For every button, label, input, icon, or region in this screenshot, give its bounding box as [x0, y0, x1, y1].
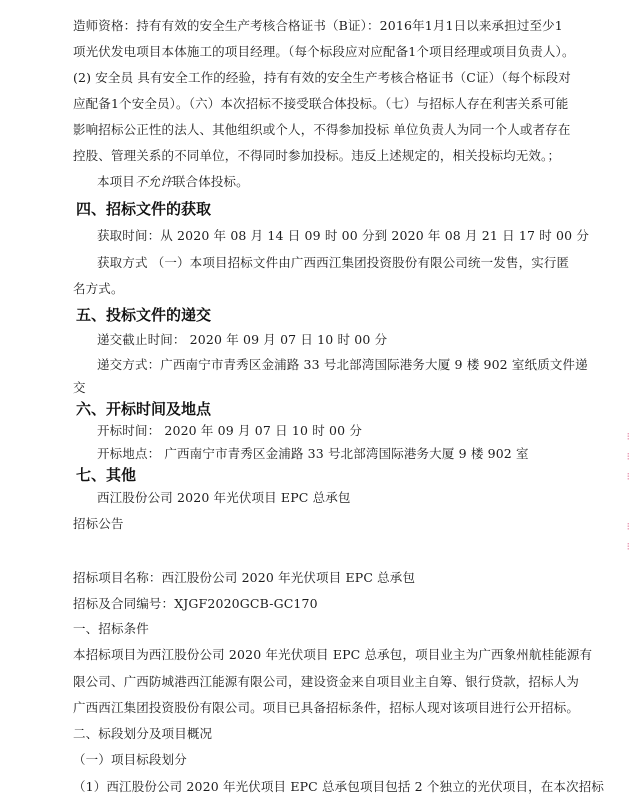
submission-method-1: 递交方式：广西南宁市青秀区金浦路 33 号北部湾国际港务大厦 9 楼 902 室纸质文件递	[97, 357, 588, 372]
margin-stamp-mark: ⁝	[626, 540, 630, 553]
margin-stamp-mark: ⁝	[626, 450, 630, 463]
conflict-line-1: 影响招标公正性的法人、其他组织或个人，不得参加投标 单位负责人为同一个人或者存在	[73, 122, 571, 137]
safety-officer-line-2: 应配备1个安全员）。（六）本次招标不接受联合体投标。（七）与招标人存在利害关系可能	[73, 96, 569, 111]
consortium-prefix: 本项目	[97, 174, 135, 189]
acquisition-time: 获取时间：从 2020 年 08 月 14 日 09 时 00 分到 2020 年 08 月 21 日 17 时 00 分	[97, 228, 589, 243]
conditions-line-2: 限公司、广西防城港西江能源有限公司，建设资金来自项目业主自筹、银行贷款，招标人为	[73, 674, 580, 689]
consortium-note	[97, 174, 249, 190]
other-project-title: 西江股份公司 2020 年光伏项目 EPC 总承包	[97, 490, 351, 505]
conditions-line-3: 广西西江集团投资股份有限公司。项目已具备招标条件，招标人现对该项目进行公开招标。	[73, 700, 580, 715]
submission-deadline: 递交截止时间： 2020 年 09 月 07 日 10 时 00 分	[97, 332, 388, 347]
opening-time: 开标时间： 2020 年 09 月 07 日 10 时 00 分	[97, 423, 362, 438]
conditions-heading: 一、招标条件	[73, 621, 149, 636]
section-6-heading: 六、开标时间及地点	[76, 400, 212, 418]
margin-stamp-mark: ⁝	[626, 520, 630, 533]
conditions-line-1: 本招标项目为西江股份公司 2020 年光伏项目 EPC 总承包，项目业主为广西象州航桂能源有	[73, 647, 593, 662]
project-name: 招标项目名称：西江股份公司 2020 年光伏项目 EPC 总承包	[73, 570, 416, 585]
conflict-line-2: 控股、管理关系的不同单位，不得同时参加投标。违反上述规定的，相关投标均无效。；	[73, 148, 561, 163]
qualification-line-1: 造师资格：持有有效的安全生产考核合格证书（B证）：2016年1月1日以来承担过至少1	[73, 18, 563, 33]
margin-stamp-mark: ⁝	[626, 430, 630, 443]
scope-subheading: （一）项目标段划分	[73, 752, 187, 767]
other-notice-label: 招标公告	[73, 516, 124, 531]
margin-stamp-mark: ⁝	[626, 470, 630, 483]
contract-number: 招标及合同编号：XJGF2020GCB-GC170	[73, 596, 318, 611]
section-4-heading: 四、招标文件的获取	[76, 200, 212, 218]
scope-line-1: （1）西江股份公司 2020 年光伏项目 EPC 总承包项目包括 2 个独立的光伏项目，在本次招标	[73, 779, 605, 794]
section-7-heading: 七、其他	[76, 466, 137, 484]
opening-place: 开标地点： 广西南宁市青秀区金浦路 33 号北部湾国际港务大厦 9 楼 902 室	[97, 446, 529, 461]
scope-heading: 二、标段划分及项目概况	[73, 726, 213, 741]
acquisition-method-2: 名方式。	[73, 281, 124, 296]
submission-method-2: 交	[73, 380, 86, 395]
consortium-suffix: 联合体投标。	[172, 174, 249, 189]
qualification-line-2: 项光伏发电项目本体施工的项目经理。（每个标段应对应配备1个项目经理或项目负责人）。	[73, 44, 575, 59]
safety-officer-line-1: (2) 安全员 具有安全工作的经验，持有有效的安全生产考核合格证书（C证）（每个标段对	[73, 70, 571, 85]
acquisition-method-1: 获取方式 （一）本项目招标文件由广西西江集团投资股份有限公司统一发售，实行匿	[97, 255, 570, 270]
section-5-heading: 五、投标文件的递交	[76, 306, 212, 324]
consortium-emphasis: 不允许	[134, 174, 173, 189]
